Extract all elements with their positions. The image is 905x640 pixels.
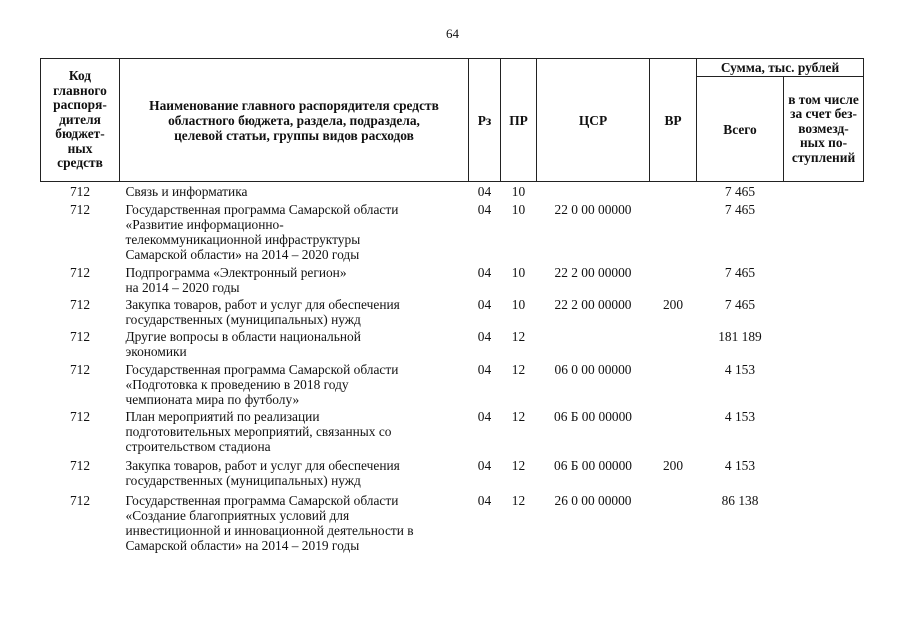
cell-sum: 4 153 xyxy=(724,409,756,424)
cell-sum: 4 153 xyxy=(724,458,756,473)
cell-csr: 06 Б 00 00000 xyxy=(554,409,632,424)
cell-rz: 04 xyxy=(477,265,492,280)
cell-code: 712 xyxy=(69,493,91,508)
cell-name-line: Самарской области» на 2014 – 2020 годы xyxy=(125,247,360,262)
cell-vr xyxy=(650,329,697,362)
cell-name xyxy=(120,265,469,297)
cell-name-line: Самарской области» на 2014 – 2019 годы xyxy=(125,538,360,553)
cell-vr: 200 xyxy=(662,297,684,312)
header-free-line: за счет без- xyxy=(790,106,857,122)
header-rz: Рз xyxy=(469,59,501,182)
cell-rz: 04 xyxy=(477,202,492,217)
header-code-line: ных xyxy=(67,140,93,156)
cell-csr: 06 Б 00 00000 xyxy=(554,458,632,473)
cell-pr: 12 xyxy=(511,329,526,344)
cell-free xyxy=(784,458,864,493)
cell-vr xyxy=(650,409,697,458)
cell-name-line: государственных (муниципальных) нужд xyxy=(125,312,361,327)
cell-rz: 04 xyxy=(477,458,492,473)
cell-free xyxy=(784,202,864,265)
cell-name-line: План мероприятий по реализации xyxy=(125,409,320,424)
header-vr: ВР xyxy=(650,59,697,182)
cell-sum: 86 138 xyxy=(721,493,759,508)
cell-name xyxy=(120,329,469,362)
table-row xyxy=(41,458,864,493)
cell-rz: 04 xyxy=(477,184,492,199)
cell-vr xyxy=(650,362,697,409)
cell-name xyxy=(120,202,469,265)
cell-pr: 10 xyxy=(511,265,526,280)
header-name xyxy=(120,59,469,182)
cell-sum: 7 465 xyxy=(724,184,756,199)
header-sum-total: Всего xyxy=(697,77,784,182)
cell-rz: 04 xyxy=(477,297,492,312)
cell-code: 712 xyxy=(69,362,91,377)
cell-rz: 04 xyxy=(477,362,492,377)
table-row xyxy=(41,202,864,265)
header-pr: ПР xyxy=(501,59,537,182)
cell-name xyxy=(120,297,469,329)
header-code-line: главного xyxy=(53,82,107,98)
cell-free xyxy=(784,493,864,558)
cell-csr: 26 0 00 00000 xyxy=(554,493,632,508)
cell-name xyxy=(120,182,469,203)
cell-csr xyxy=(537,329,650,362)
cell-sum: 4 153 xyxy=(724,362,756,377)
table-row xyxy=(41,297,864,329)
table-header xyxy=(41,59,864,182)
header-free-line: возмезд- xyxy=(798,120,849,136)
header-free-line: ных по- xyxy=(799,135,848,151)
cell-free xyxy=(784,329,864,362)
cell-code: 712 xyxy=(69,184,91,199)
cell-csr: 06 0 00 00000 xyxy=(554,362,632,377)
cell-name-line: «Подготовка к проведению в 2018 году xyxy=(125,377,349,392)
page-number: 64 xyxy=(446,26,459,41)
cell-name-line: государственных (муниципальных) нужд xyxy=(125,473,361,488)
cell-name-line: Связь и информатика xyxy=(125,184,248,199)
header-code-line: распоря- xyxy=(53,97,107,113)
cell-name-line: «Развитие информационно- xyxy=(125,217,284,232)
cell-name-line: экономики xyxy=(125,344,187,359)
cell-name-line: чемпионата мира по футболу» xyxy=(125,392,300,407)
cell-name-line: Закупка товаров, работ и услуг для обеспечения xyxy=(125,458,400,473)
table-row xyxy=(41,409,864,458)
cell-pr: 12 xyxy=(511,409,526,424)
cell-name-line: «Создание благоприятных условий для xyxy=(125,508,350,523)
header-sum-free xyxy=(784,77,864,182)
cell-code: 712 xyxy=(69,409,91,424)
cell-free xyxy=(784,182,864,203)
cell-code: 712 xyxy=(69,202,91,217)
cell-name-line: Государственная программа Самарской области xyxy=(125,493,399,508)
header-csr: ЦСР xyxy=(537,59,650,182)
header-free-line: в том числе xyxy=(788,91,859,107)
header-free-line: ступлений xyxy=(791,149,856,165)
table-row xyxy=(41,182,864,203)
cell-name-line: телекоммуникационной инфраструктуры xyxy=(125,232,361,247)
cell-vr xyxy=(650,493,697,558)
cell-code: 712 xyxy=(69,265,91,280)
cell-vr xyxy=(650,265,697,297)
cell-name xyxy=(120,362,469,409)
cell-rz: 04 xyxy=(477,493,492,508)
cell-name-line: Другие вопросы в области национальной xyxy=(125,329,361,344)
budget-table xyxy=(40,58,864,558)
cell-sum: 7 465 xyxy=(724,297,756,312)
header-code-line: бюджет- xyxy=(55,126,105,142)
cell-pr: 10 xyxy=(511,202,526,217)
cell-sum: 181 189 xyxy=(718,329,762,344)
cell-name-line: подготовительных мероприятий, связанных со xyxy=(125,424,392,439)
table-row xyxy=(41,362,864,409)
cell-free xyxy=(784,362,864,409)
table-row xyxy=(41,329,864,362)
header-sum-group: Сумма, тыс. рублей xyxy=(697,59,864,77)
cell-code: 712 xyxy=(69,297,91,312)
cell-csr: 22 2 00 00000 xyxy=(554,297,632,312)
cell-free xyxy=(784,409,864,458)
cell-name-line: строительством стадиона xyxy=(125,439,271,454)
cell-code: 712 xyxy=(69,329,91,344)
cell-vr xyxy=(650,202,697,265)
cell-sum: 7 465 xyxy=(724,265,756,280)
header-name-line: областного бюджета, раздела, подраздела, xyxy=(168,112,420,128)
header-code-line: Код xyxy=(68,68,92,84)
cell-csr: 22 2 00 00000 xyxy=(554,265,632,280)
cell-csr xyxy=(537,182,650,203)
cell-vr xyxy=(650,182,697,203)
cell-free xyxy=(784,265,864,297)
cell-name-line: Государственная программа Самарской области xyxy=(125,362,399,377)
cell-name xyxy=(120,493,469,558)
cell-name xyxy=(120,409,469,458)
cell-free xyxy=(784,297,864,329)
cell-name xyxy=(120,458,469,493)
header-code xyxy=(41,59,120,182)
header-name-line: целевой статьи, группы видов расходов xyxy=(174,127,414,143)
cell-rz: 04 xyxy=(477,329,492,344)
cell-vr: 200 xyxy=(662,458,684,473)
header-code-line: средств xyxy=(57,155,103,171)
cell-pr: 12 xyxy=(511,493,526,508)
header-code-line: дителя xyxy=(59,111,101,127)
cell-pr: 10 xyxy=(511,297,526,312)
cell-pr: 12 xyxy=(511,362,526,377)
cell-name-line: Подпрограмма «Электронный регион» xyxy=(125,265,347,280)
header-name-line: Наименование главного распорядителя средств xyxy=(149,97,439,113)
table-row xyxy=(41,265,864,297)
cell-name-line: Закупка товаров, работ и услуг для обеспечения xyxy=(125,297,400,312)
cell-pr: 12 xyxy=(511,458,526,473)
cell-name-line: Государственная программа Самарской области xyxy=(125,202,399,217)
cell-name-line: на 2014 – 2020 годы xyxy=(125,280,240,295)
cell-code: 712 xyxy=(69,458,91,473)
cell-csr: 22 0 00 00000 xyxy=(554,202,632,217)
table-row xyxy=(41,493,864,558)
cell-rz: 04 xyxy=(477,409,492,424)
table-body xyxy=(41,182,864,559)
cell-name-line: инвестиционной и инновационной деятельности в xyxy=(125,523,414,538)
cell-pr: 10 xyxy=(511,184,526,199)
cell-sum: 7 465 xyxy=(724,202,756,217)
